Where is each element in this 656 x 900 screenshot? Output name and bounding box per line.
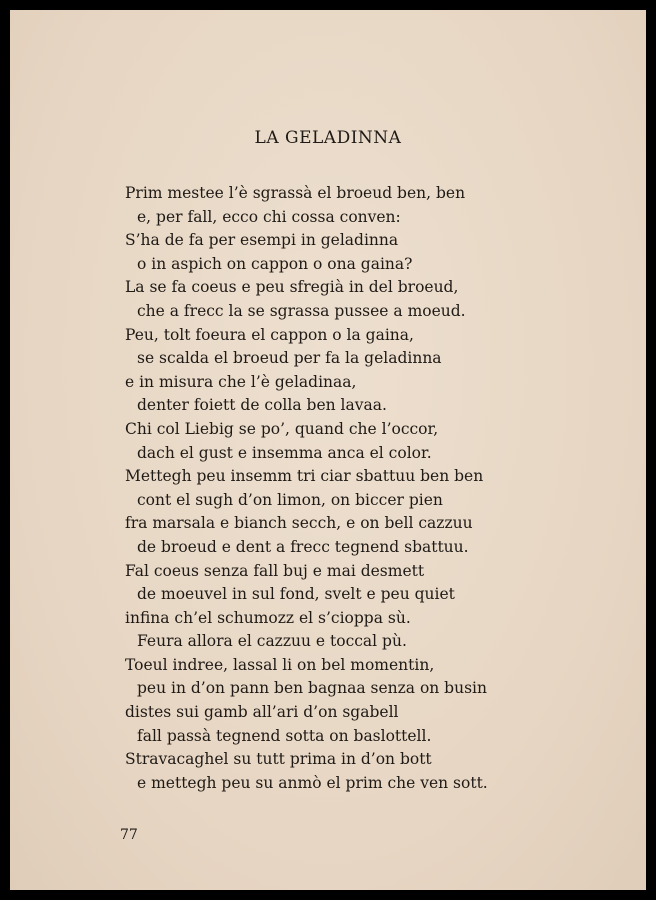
poem-line: Feura allora el cazzuu e toccal pù. (137, 632, 407, 651)
poem-line: Prim mestee l’è sgrassà el broeud ben, ben (125, 184, 466, 202)
poem-line: S’ha de fa per esempi in geladinna (125, 231, 399, 250)
poem-line: se scalda el broeud per fa la geladinna (137, 349, 442, 368)
poem-line: Chi col Liebig se po’, quand che l’occor, (125, 419, 439, 438)
poem-line: e, per fall, ecco chi cossa conven: (137, 207, 401, 226)
poem-line: fall passà tegnend sotta on baslottell. (137, 726, 432, 745)
poem-line: Toeul indree, lassal li on bel momentin, (125, 655, 435, 674)
poem-line: cont el sugh d’on limon, on biccer pien (137, 490, 443, 509)
poem-line: o in aspich on cappon o ona gaina? (137, 254, 413, 273)
poem-line: peu in d’on pann ben bagnaa senza on busin (137, 679, 487, 698)
poem-line: Mettegh peu insemm tri ciar sbattuu ben ben (125, 467, 484, 486)
poem-line: e mettegh peu su anmò el prim che ven sott. (137, 773, 488, 792)
poem-line: dach el gust e insemma anca el color. (137, 443, 432, 462)
poem-line: infina ch’el schumozz el s’cioppa sù. (125, 608, 411, 627)
poem-line: che a frecc la se sgrassa pussee a moeud. (137, 301, 466, 320)
book-page (10, 10, 646, 890)
poem-line: de moeuvel in sul fond, svelt e peu quiet (137, 585, 455, 604)
poem-line: Peu, tolt foeura el cappon o la gaina, (125, 325, 414, 344)
poem-line: denter foiett de colla ben lavaa. (137, 396, 387, 415)
poem-line: Stravacaghel su tutt prima in d’on bott (125, 750, 432, 769)
page-number: 77 (120, 827, 138, 843)
poem-line: e in misura che l’è geladinaa, (125, 372, 357, 391)
poem-line: distes sui gamb all’ari d’on sgabell (125, 703, 399, 722)
poem-title: LA GELADINNA (254, 128, 402, 148)
poem-line: de broeud e dent a frecc tegnend sbattuu. (137, 537, 469, 556)
poem-line: Fal coeus senza fall buj e mai desmett (125, 561, 425, 580)
poem-line: fra marsala e bianch secch, e on bell cazzuu (125, 514, 473, 533)
poem-body (125, 182, 488, 795)
poem-line: La se fa coeus e peu sfregià in del broeud, (125, 278, 459, 297)
